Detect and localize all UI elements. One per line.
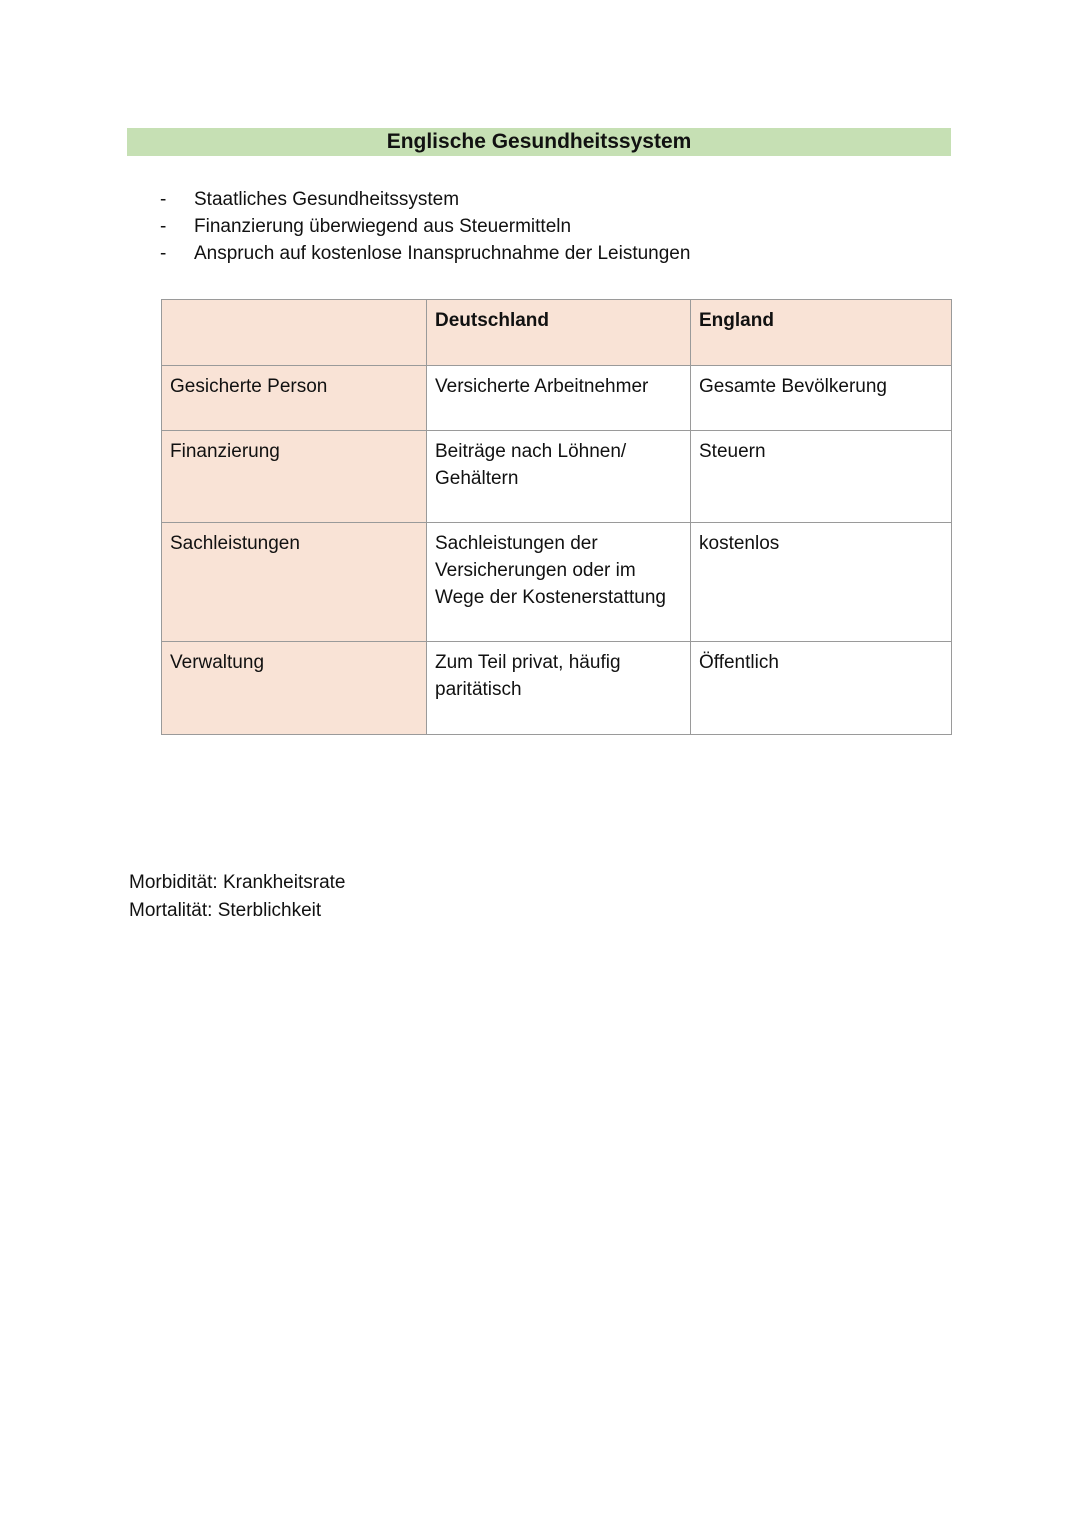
row-label: Gesicherte Person [162,366,427,431]
note-mortalitaet: Mortalität: Sterblichkeit [129,900,322,921]
list-item [160,240,690,267]
cell-deutschland: Zum Teil privat, häufig paritätisch [427,642,691,735]
bullet-marker: - [160,216,167,237]
cell-england: Steuern [691,431,952,523]
row-label: Verwaltung [162,642,427,735]
note-morbiditaet: Morbidität: Krankheitsrate [129,872,346,893]
cell-deutschland: Sachleistungen der Versicherungen oder im Wege der Kostenerstattung [427,523,691,642]
bullet-marker: - [160,189,167,210]
table-row [162,642,952,735]
bullet-text: Staatliches Gesundheitssystem [194,189,460,210]
row-label: Finanzierung [162,431,427,523]
table-header-cell [162,300,427,366]
row-label: Sachleistungen [162,523,427,642]
bullet-text: Finanzierung überwiegend aus Steuermitteln [194,216,572,237]
table-header-row [162,300,952,366]
bullet-marker: - [160,243,167,264]
table-row [162,523,952,642]
cell-england: Öffentlich [691,642,952,735]
list-item [160,186,690,213]
cell-deutschland: Versicherte Arbeitnehmer [427,366,691,431]
cell-deutschland: Beiträge nach Löhnen/ Gehältern [427,431,691,523]
page-title: Englische Gesundheitssystem [127,128,951,156]
cell-england: kostenlos [691,523,952,642]
table-row [162,431,952,523]
table-header-deutschland: Deutschland [427,300,691,366]
cell-england: Gesamte Bevölkerung [691,366,952,431]
list-item [160,213,690,240]
table-header-england: England [691,300,952,366]
bullet-text: Anspruch auf kostenlose Inanspruchnahme der Leistungen [194,243,691,264]
table-row [162,366,952,431]
bullet-list [160,186,690,267]
comparison-table [161,299,952,735]
notes [129,869,346,925]
